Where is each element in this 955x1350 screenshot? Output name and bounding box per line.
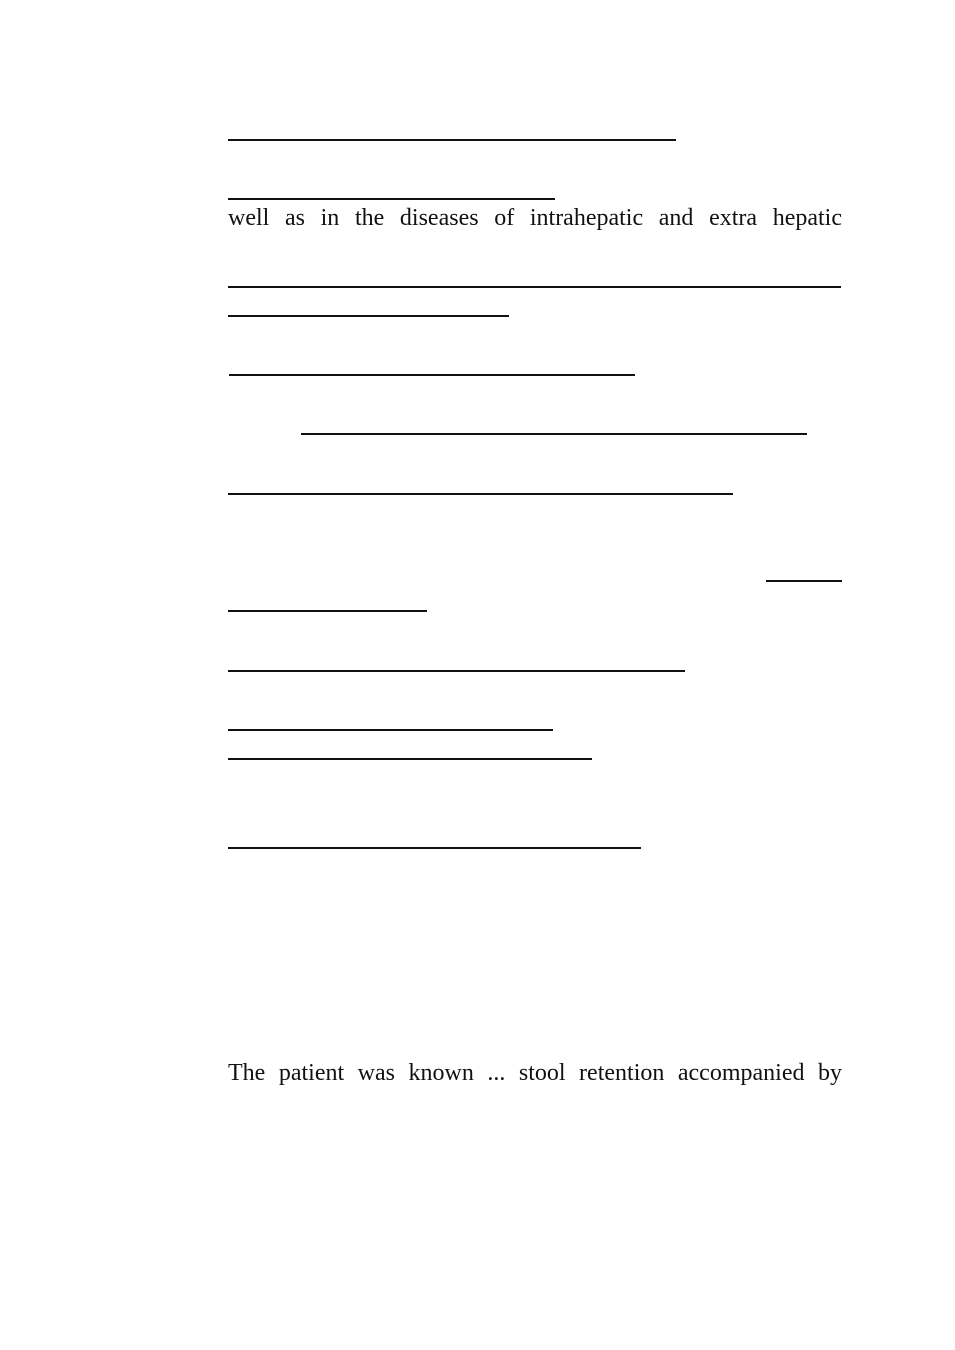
redaction-line [301, 433, 807, 435]
redaction-line [228, 729, 553, 731]
redaction-line [228, 139, 676, 141]
redaction-line [228, 286, 841, 288]
redaction-line [228, 670, 685, 672]
redaction-line [228, 493, 733, 495]
redaction-line [228, 758, 592, 760]
body-text-line: The patient was known ... stool retention accompanied by [228, 1060, 842, 1086]
redaction-line [766, 580, 842, 582]
redaction-line [228, 610, 427, 612]
redaction-line [228, 847, 641, 849]
body-text-line: well as in the diseases of intrahepatic and extra hepatic [228, 205, 842, 231]
redaction-line [229, 374, 635, 376]
redaction-line [228, 315, 509, 317]
redaction-line [228, 198, 555, 200]
